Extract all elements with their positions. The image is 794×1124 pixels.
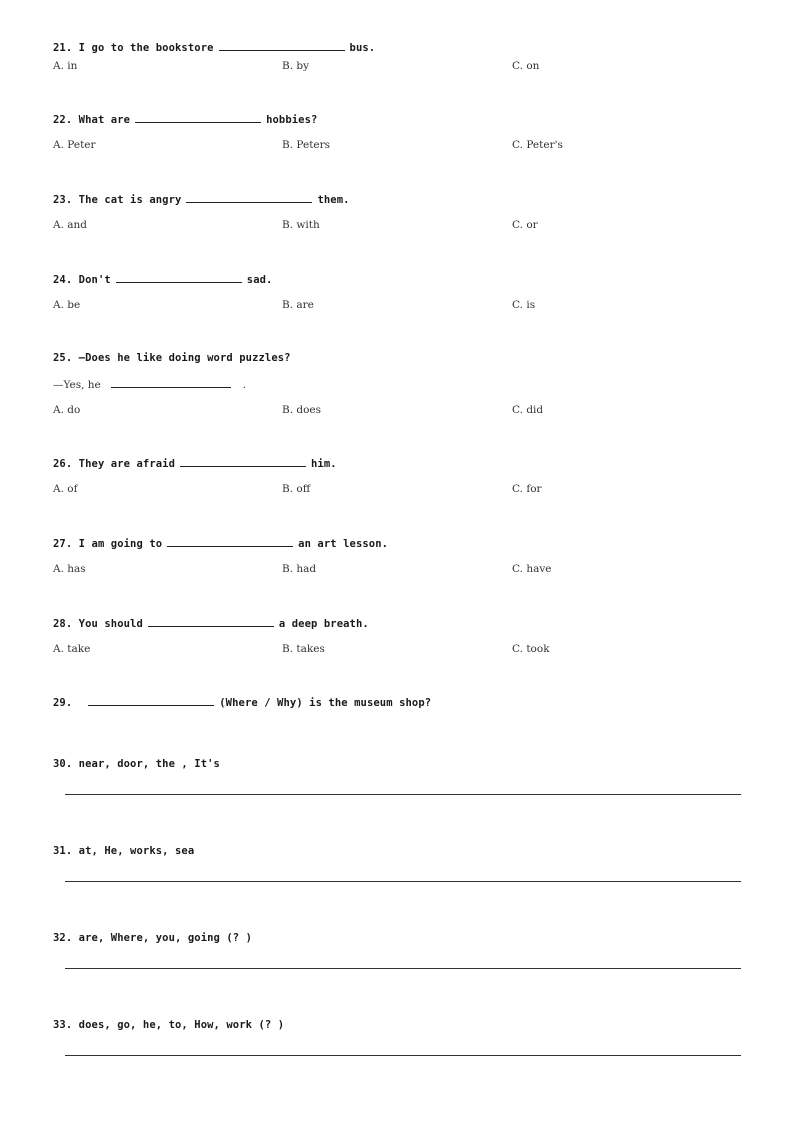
question-text: 26. They are afraid — [53, 458, 176, 470]
question-24 — [53, 273, 272, 286]
question-31: 31. at, He, works, sea — [53, 845, 195, 857]
option-a[interactable]: A. take — [53, 643, 91, 655]
answer-line[interactable] — [65, 968, 741, 969]
option-a[interactable]: A. and — [53, 219, 88, 231]
question-30: 30. near, door, the , It's — [53, 758, 220, 770]
question-text: 22. What are — [53, 114, 131, 126]
option-a[interactable]: A. has — [53, 563, 86, 575]
question-text: 28. You should — [53, 618, 143, 630]
option-c[interactable]: C. is — [512, 299, 536, 311]
option-b[interactable]: B. by — [282, 60, 310, 72]
answer-blank[interactable] — [116, 273, 242, 283]
question-text-end: an art lesson. — [298, 538, 389, 550]
dialogue-reply — [53, 378, 246, 391]
option-c[interactable]: C. have — [512, 563, 552, 575]
answer-blank[interactable] — [186, 193, 312, 203]
question-29 — [53, 696, 431, 709]
option-c[interactable]: C. did — [512, 404, 544, 416]
option-a[interactable]: A. do — [53, 404, 81, 416]
answer-line[interactable] — [65, 794, 741, 795]
question-33: 33. does, go, he, to, How, work (? ) — [53, 1019, 285, 1031]
option-c[interactable]: C. on — [512, 60, 540, 72]
question-number: 29. — [53, 697, 73, 709]
question-26 — [53, 457, 337, 470]
question-text-end: bus. — [349, 42, 376, 54]
option-b[interactable]: B. does — [282, 404, 322, 416]
answer-blank[interactable] — [148, 617, 274, 627]
question-text-end: a deep breath. — [278, 618, 369, 630]
answer-line[interactable] — [65, 1055, 741, 1056]
question-28 — [53, 617, 369, 630]
question-text: 21. I go to the bookstore — [53, 42, 214, 54]
answer-blank[interactable] — [88, 696, 214, 706]
question-21 — [53, 41, 375, 54]
option-b[interactable]: B. off — [282, 483, 311, 495]
question-text-end: sad. — [246, 274, 273, 286]
question-text: 27. I am going to — [53, 538, 163, 550]
option-c[interactable]: C. for — [512, 483, 542, 495]
question-text: 25. —Does he like doing word puzzles? — [53, 352, 291, 364]
option-c[interactable]: C. took — [512, 643, 550, 655]
option-a[interactable]: A. Peter — [53, 139, 96, 151]
option-c[interactable]: C. Peter's — [512, 139, 563, 151]
option-b[interactable]: B. Peters — [282, 139, 331, 151]
option-a[interactable]: A. be — [53, 299, 81, 311]
answer-blank[interactable] — [167, 537, 293, 547]
question-text: 24. Don't — [53, 274, 111, 286]
reply-text-end: . — [242, 379, 247, 391]
answer-blank[interactable] — [135, 113, 261, 123]
answer-blank[interactable] — [219, 41, 345, 51]
question-22 — [53, 113, 317, 126]
option-b[interactable]: B. had — [282, 563, 317, 575]
answer-blank[interactable] — [111, 378, 231, 388]
question-text-end: him. — [311, 458, 337, 470]
question-text-end: hobbies? — [266, 114, 318, 126]
reply-text: —Yes, he — [53, 379, 101, 391]
option-a[interactable]: A. of — [53, 483, 78, 495]
answer-blank[interactable] — [180, 457, 306, 467]
question-text: 23. The cat is angry — [53, 194, 182, 206]
option-b[interactable]: B. are — [282, 299, 314, 311]
option-c[interactable]: C. or — [512, 219, 538, 231]
option-b[interactable]: B. with — [282, 219, 320, 231]
question-25 — [53, 352, 291, 364]
question-32: 32. are, Where, you, going (? ) — [53, 932, 253, 944]
question-23 — [53, 193, 350, 206]
question-27 — [53, 537, 388, 550]
answer-line[interactable] — [65, 881, 741, 882]
option-a[interactable]: A. in — [53, 60, 78, 72]
question-text-end: them. — [317, 194, 350, 206]
option-b[interactable]: B. takes — [282, 643, 325, 655]
question-text-end: (Where / Why) is the museum shop? — [219, 697, 432, 709]
